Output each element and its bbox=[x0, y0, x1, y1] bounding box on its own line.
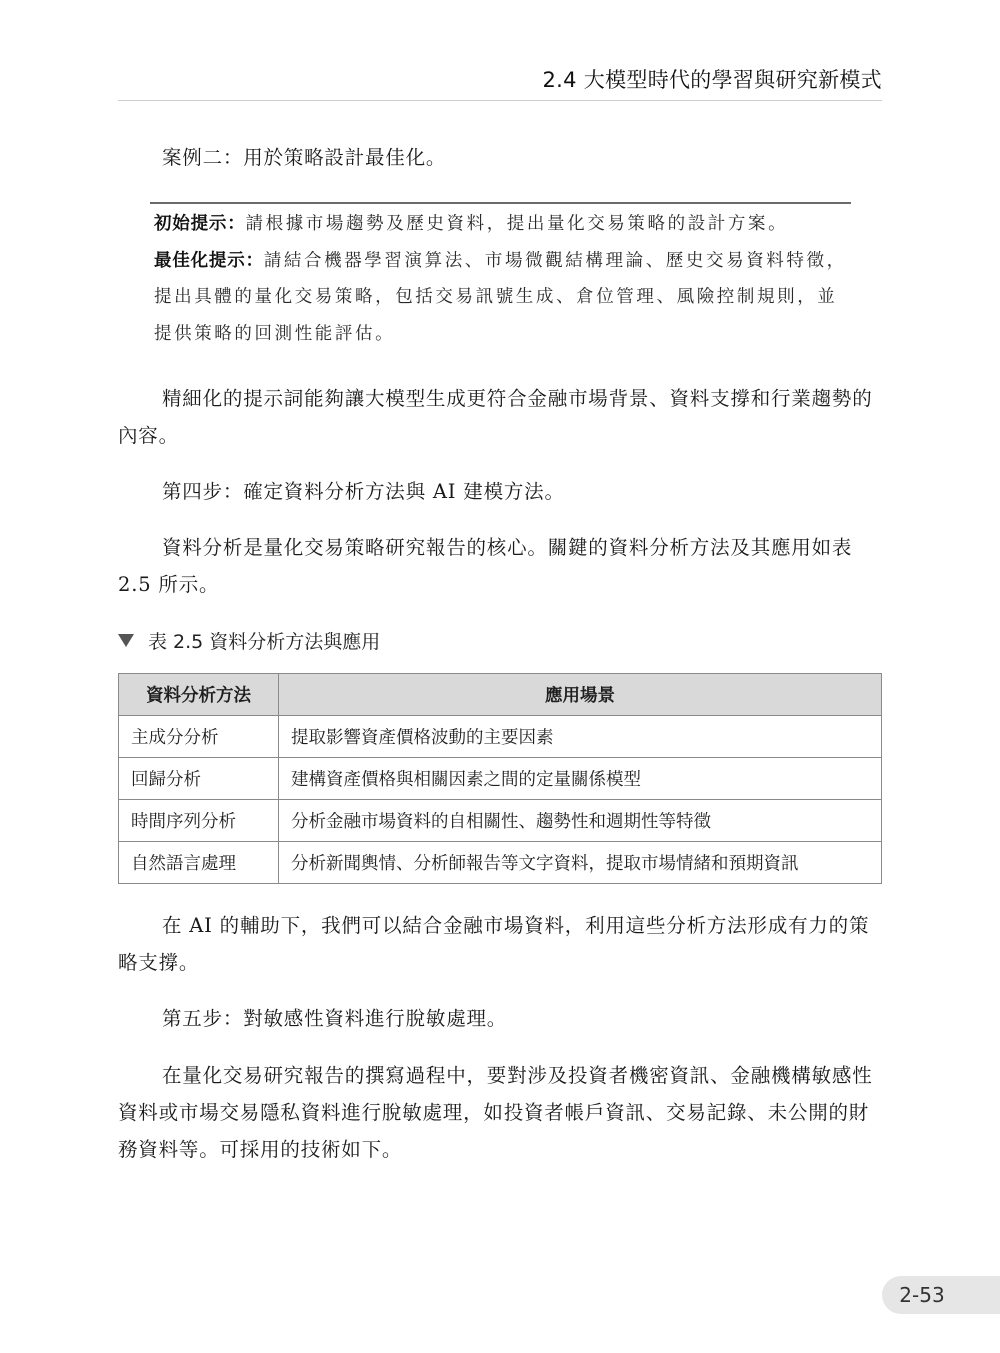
table-caption-text: 表 2.5 資料分析方法與應用 bbox=[148, 631, 381, 653]
optimized-prompt-label: 最佳化提示： bbox=[154, 250, 264, 271]
paragraph-refined-prompt: 精細化的提示詞能夠讓大模型生成更符合金融市場背景、資料支撐和行業趨勢的內容。 bbox=[118, 387, 873, 447]
triangle-down-icon bbox=[118, 634, 134, 647]
table-caption bbox=[118, 628, 380, 656]
paragraph-ai-assist: 在 AI 的輔助下，我們可以結合金融市場資料，利用這些分析方法形成有力的策略支撐。 bbox=[118, 914, 870, 974]
method-cell: 自然語言處理 bbox=[119, 842, 279, 884]
header-divider bbox=[118, 100, 882, 101]
initial-prompt-text: 請根據市場趨勢及歷史資料，提出量化交易策略的設計方案。 bbox=[245, 214, 789, 234]
case-heading: 案例二：用於策略設計最佳化。 bbox=[162, 146, 447, 169]
step-four-heading: 第四步：確定資料分析方法與 AI 建模方法。 bbox=[162, 480, 565, 503]
method-cell: 主成分分析 bbox=[119, 716, 279, 758]
table-row bbox=[119, 716, 882, 758]
page-number: 2-53 bbox=[899, 1283, 945, 1307]
initial-prompt-label: 初始提示： bbox=[154, 214, 246, 234]
paragraph-data-analysis: 資料分析是量化交易策略研究報告的核心。關鍵的資料分析方法及其應用如表 2.5 所示。 bbox=[118, 536, 853, 596]
application-cell: 分析新聞輿情、分析師報告等文字資料，提取市場情緒和預期資訊 bbox=[279, 842, 882, 884]
application-cell: 建構資產價格與相關因素之間的定量關係模型 bbox=[279, 758, 882, 800]
method-cell: 時間序列分析 bbox=[119, 800, 279, 842]
table-header-row bbox=[119, 674, 882, 716]
step-five-heading: 第五步：對敏感性資料進行脫敏處理。 bbox=[162, 1007, 508, 1030]
table-row bbox=[119, 800, 882, 842]
table-row bbox=[119, 758, 882, 800]
initial-prompt bbox=[154, 206, 848, 243]
prompt-box bbox=[154, 206, 848, 352]
running-header: 2.4 大模型時代的學習與研究新模式 bbox=[542, 68, 882, 92]
prompt-box-top-rule bbox=[150, 202, 851, 204]
method-cell: 回歸分析 bbox=[119, 758, 279, 800]
application-cell: 提取影響資產價格波動的主要因素 bbox=[279, 716, 882, 758]
table-row bbox=[119, 842, 882, 884]
optimized-prompt bbox=[154, 243, 848, 353]
header-method: 資料分析方法 bbox=[119, 674, 279, 716]
optimized-prompt-text: 請結合機器學習演算法、市場微觀結構理論、歷史交易資料特徵，提出具體的量化交易策略，包括交易訊號生成、倉位管理、風險控制規則，並提供策略的回測性能評估。 bbox=[154, 250, 847, 344]
application-cell: 分析金融市場資料的自相關性、趨勢性和週期性等特徵 bbox=[279, 800, 882, 842]
analysis-methods-table bbox=[118, 673, 882, 884]
paragraph-desensitize: 在量化交易研究報告的撰寫過程中，要對涉及投資者機密資訊、金融機構敏感性資料或市場交易隱私資料進行脫敏處理，如投資者帳戶資訊、交易記錄、未公開的財務資料等。可採用的技術如下。 bbox=[118, 1064, 873, 1161]
header-application: 應用場景 bbox=[279, 674, 882, 716]
